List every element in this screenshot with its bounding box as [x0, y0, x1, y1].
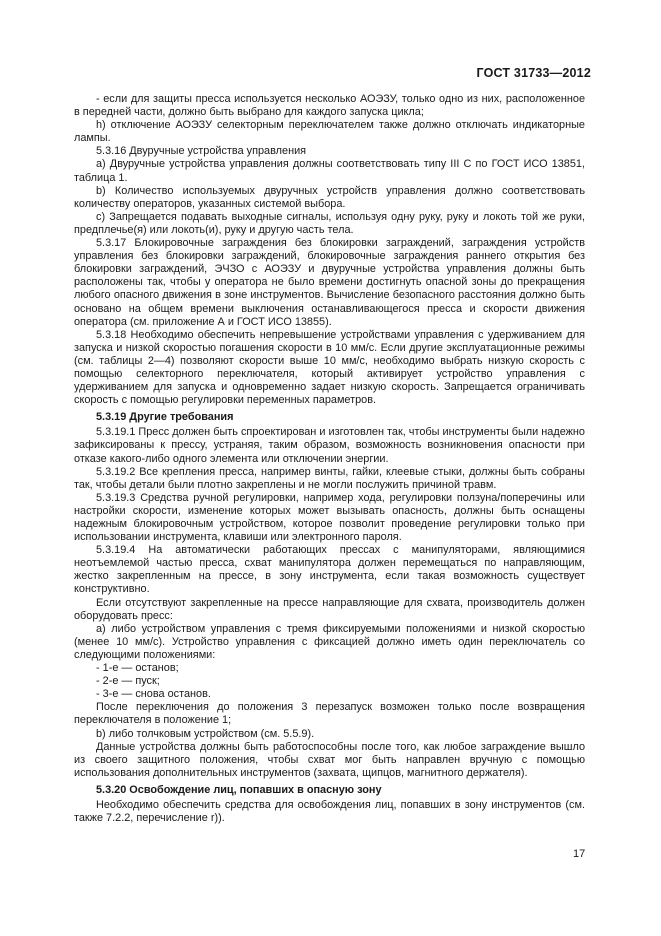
document-code-header: ГОСТ 31733—2012: [476, 66, 591, 80]
paragraph: b) либо толчковым устройством (см. 5.5.9).: [96, 727, 315, 740]
paragraph: a) либо устройством управления с тремя фиксируемыми положениями и низкой скоростью (менее 10 мм/с). Устройство управления с фиксацией должно иметь один переключатель со следующими положениями:: [74, 622, 585, 661]
paragraph: 5.3.19.3 Средства ручной регулировки, например хода, регулировки ползуна/поперечины или настройки скорости, изменение которых может вызывать опасность, должны быть оснащены надежным блокировочным устройством, которое позволит проведение регулировки только при использовании инструмента, клавиши или электронного пароля.: [74, 491, 585, 544]
paragraph: - если для защиты пресса используется несколько АОЭЗУ, только одно из них, расположенное в передней части, должно быть выбрано для каждого запуска цикла;: [74, 93, 585, 119]
paragraph: Данные устройства должны быть работоспособны после того, как любое заграждение вышло из своего защитного положения, чтобы схват мог быть направлен вручную с помощью использования дополнительных инструментов (захвата, щипцов, магнитного держателя).: [74, 740, 585, 779]
paragraph: Необходимо обеспечить средства для освобождения лиц, попавших в зону инструментов (см. также 7.2.2, перечисление r)).: [74, 798, 585, 825]
paragraph: 5.3.18 Необходимо обеспечить непревышение устройствами управления с удерживанием для запуска и низкой скоростью погашения скорости в 10 мм/с. Если другие эксплуатационные режимы (см. таблицы 2—4) позволяют скорости выше 10 мм/с, необходимо выбрать низкую скорость с помощью селекторного переключателя, который активирует устройство управления с удерживанием для запуска и одновременно задает низкую скорость. Запрещается ограничивать скорость с помощью регулировки переменных параметров.: [74, 328, 585, 407]
list-item: - 3-е — снова останов.: [96, 688, 211, 701]
paragraph: 5.3.19.1 Пресс должен быть спроектирован и изготовлен так, чтобы инструменты были надежно зафиксированы к прессу, устраняя, таким образом, возможность возникновения опасности при отказе какого-либо одного элемента или отключении энергии.: [74, 426, 585, 465]
paragraph: После переключения до положения 3 перезапуск возможен только после возвращения переключателя в положение 1;: [74, 701, 585, 727]
list-item: - 1-е — останов;: [96, 662, 179, 675]
paragraph: b) Количество используемых двуручных устройств управления должно соответствовать количеству операторов, указанных системой выбора.: [74, 184, 585, 210]
paragraph: a) Двуручные устройства управления должны соответствовать типу III C по ГОСТ ИСО 13851, таблица 1.: [74, 158, 585, 184]
paragraph: 5.3.19.2 Все крепления пресса, например винты, гайки, клеевые стыки, должны быть собраны так, чтобы детали были плотно закреплены и не могли послужить причиной травм.: [74, 465, 585, 491]
paragraph: 5.3.17 Блокировочные заграждения без блокировки заграждений, заграждения устройств управления без блокировки заграждений, блокировочные заграждения раннего открытия без блокировки заграждений, ЭЧЗО с АОЭЗУ и двуручные устройства управления должны быть расположены так, чтобы у оператора не было времени достигнуть опасной зоны до прекращения любого опасного движения в зоне инструментов. Вычисление безопасного расстояния должно быть основано на общем времени выключения останавливающегося пресса и скорости движения оператора (см. приложение А и ГОСТ ИСО 13855).: [74, 237, 585, 328]
list-item: - 2-е — пуск;: [96, 675, 160, 688]
document-body: [74, 93, 585, 825]
paragraph: Если отсутствуют закрепленные на прессе направляющие для схвата, производитель должен оборудовать пресс:: [74, 596, 585, 622]
section-heading-other-requirements: 5.3.19 Другие требования: [96, 411, 234, 424]
paragraph: 5.3.19.4 На автоматически работающих прессах с манипуляторами, являющимися неотъемлемой частью пресса, схват манипулятора должен перемещаться по направляющим, жестко закрепленным на прессе, в зону инструмента, если такая возможность существует конструктивно.: [74, 544, 585, 596]
section-heading-release-persons: 5.3.20 Освобождение лиц, попавших в опасную зону: [96, 783, 382, 796]
page-number: 17: [573, 848, 586, 860]
paragraph: h) отключение АОЭЗУ селекторным переключателем также должно отключать индикаторные лампы.: [74, 119, 585, 145]
paragraph: c) Запрещается подавать выходные сигналы, используя одну руку, руку и локоть той же руки, предплечье(я) или локоть(и), руку и другую часть тела.: [74, 210, 585, 236]
section-heading: 5.3.16 Двуручные устройства управления: [96, 145, 307, 158]
